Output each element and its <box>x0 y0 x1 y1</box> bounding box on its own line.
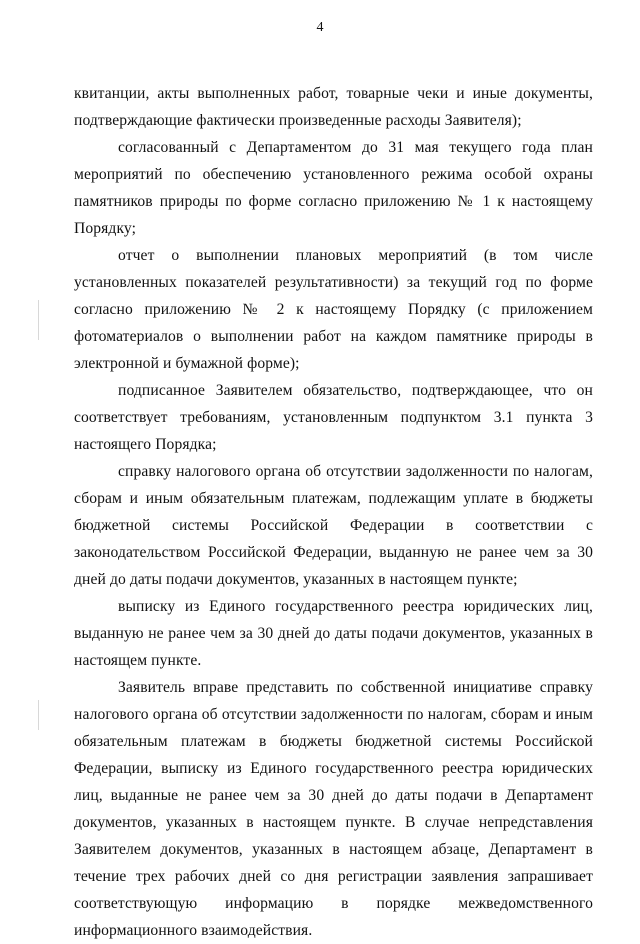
paragraph-report: отчет о выполнении плановых мероприятий (в том числе установленных показателей результативности) за текущий год по форме согласно приложению № 2 к настоящему Порядку (с приложением фотоматериалов о выполнении работ на каждом памятнике природы в электронной и бумажной форме); <box>74 247 593 372</box>
scan-margin-mark <box>38 300 39 340</box>
paragraph-continuation: квитанции, акты выполненных работ, товарные чеки и иные документы, подтверждающие фактически произведенные расходы Заявителя); <box>74 85 593 129</box>
paragraph-obligation: подписанное Заявителем обязательство, подтверждающее, что он соответствует требованиям, установленным подпунктом 3.1 пункта 3 настоящего Порядка; <box>74 382 593 453</box>
scan-margin-mark <box>38 700 39 730</box>
paragraph-registry-extract: выписку из Единого государственного реестра юридических лиц, выданную не ранее чем за 30 дней до даты подачи документов, указанных в настоящем пункте. <box>74 598 593 669</box>
document-body <box>74 80 593 944</box>
paragraph-tax-certificate: справку налогового органа об отсутствии задолженности по налогам, сборам и иным обязательным платежам, подлежащим уплате в бюджеты бюджетной системы Российской Федерации в соответствии с законодательством Российской Федерации, выданную не ранее чем за 30 дней до даты подачи документов, указанных в настоящем пункте; <box>74 463 593 588</box>
paragraph-plan-measures: согласованный с Департаментом до 31 мая текущего года план мероприятий по обеспечению установленного режима особой охраны памятников природы по форме согласно приложению № 1 к настоящему Порядку; <box>74 139 593 237</box>
paragraph-applicant-right: Заявитель вправе представить по собственной инициативе справку налогового органа об отсутствии задолженности по налогам, сборам и иным обязательным платежам в бюджеты бюджетной системы Российской Федерации, выписку из Единого государственного реестра юридических лиц, выданные не ранее чем за 30 дней до даты подачи в Департамент документов, указанных в настоящем пункте. В случае непредставления Заявителем документов, указанных в настоящем абзаце, Департамент в течение трех рабочих дней со дня регистрации заявления запрашивает соответствующую информацию в порядке межведомственного информационного взаимодействия. <box>74 679 593 939</box>
page-number: 4 <box>316 20 324 35</box>
